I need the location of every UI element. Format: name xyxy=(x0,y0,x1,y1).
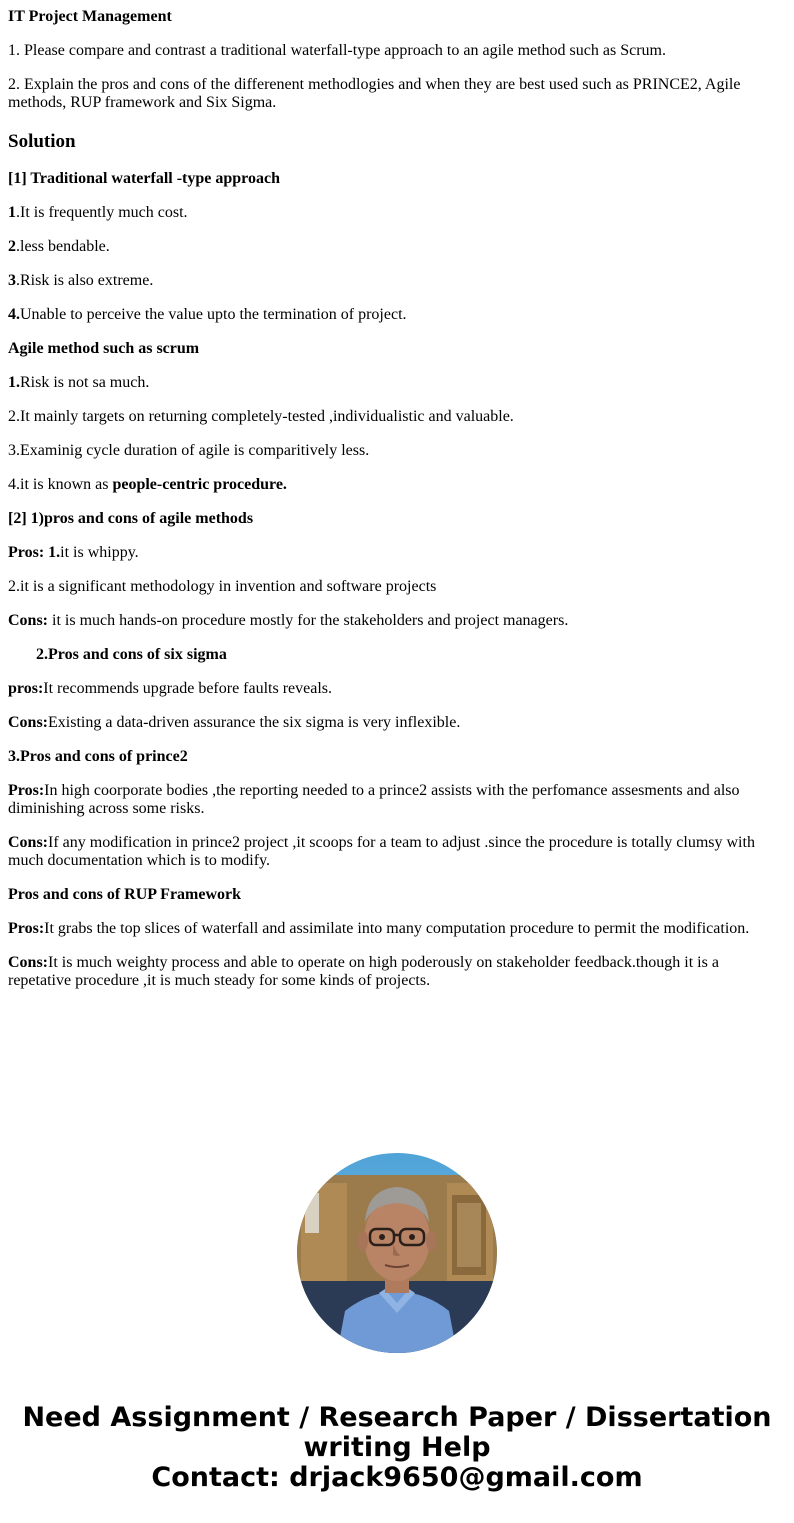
question-2: 2. Explain the pros and cons of the differenent methodlogies and when they are best used such as PRINCE2, Agile methods, RUP framework and Six Sigma. xyxy=(8,76,741,111)
person-photo-icon xyxy=(297,1153,497,1353)
rup-pros: Pros:It grabs the top slices of waterfall and assimilate into many computation procedure to permit the modification. xyxy=(8,920,750,937)
footer-promo xyxy=(0,1403,794,1493)
prince2-pros: Pros:In high coorporate bodies ,the reporting needed to a prince2 assists with the perfomance assesments and also diminishing across some risks. xyxy=(8,782,740,817)
agile-item-4: 4.it is known as people-centric procedure. xyxy=(8,476,287,493)
agile-item-1: 1.Risk is not sa much. xyxy=(8,374,150,391)
agile-item-2: 2.It mainly targets on returning completely-tested ,individualistic and valuable. xyxy=(8,408,514,425)
agile-item-3: 3.Examinig cycle duration of agile is comparitively less. xyxy=(8,442,370,459)
sixsigma-cons: Cons:Existing a data-driven assurance the six sigma is very inflexible. xyxy=(8,714,461,731)
sixsigma-heading: 2.Pros and cons of six sigma xyxy=(36,646,227,663)
sixsigma-pros: pros:It recommends upgrade before faults reveals. xyxy=(8,680,333,697)
waterfall-item-2: 2.less bendable. xyxy=(8,238,110,255)
footer-contact: Contact: drjack9650@gmail.com xyxy=(151,1462,643,1493)
document-body xyxy=(8,0,778,1006)
solution-heading: Solution xyxy=(8,131,76,152)
agile-heading: Agile method such as scrum xyxy=(8,340,200,357)
agile-cons: Cons: it is much hands-on procedure mostly for the stakeholders and project managers. xyxy=(8,612,569,629)
waterfall-item-4: 4.Unable to perceive the value upto the termination of project. xyxy=(8,306,407,323)
waterfall-item-3: 3.Risk is also extreme. xyxy=(8,272,154,289)
rup-cons: Cons:It is much weighty process and able to operate on high poderously on stakeholder feedback.though it is a repetative procedure ,it is much steady for some kinds of projects. xyxy=(8,954,719,989)
waterfall-item-1: 1.It is frequently much cost. xyxy=(8,204,188,221)
agile-pros-cons-heading: [2] 1)pros and cons of agile methods xyxy=(8,510,254,527)
author-avatar xyxy=(297,1153,497,1353)
footer-line-2: writing Help xyxy=(303,1432,491,1463)
doc-title: IT Project Management xyxy=(8,8,172,25)
prince2-cons: Cons:If any modification in prince2 project ,it scoops for a team to adjust .since the procedure is totally clumsy with much documentation which is to modify. xyxy=(8,834,755,869)
rup-heading: Pros and cons of RUP Framework xyxy=(8,886,242,903)
waterfall-heading: [1] Traditional waterfall -type approach xyxy=(8,170,280,187)
footer-line-1: Need Assignment / Research Paper / Dissertation xyxy=(22,1402,772,1433)
prince2-heading: 3.Pros and cons of prince2 xyxy=(8,748,188,765)
question-1: 1. Please compare and contrast a traditional waterfall-type approach to an agile method such as Scrum. xyxy=(8,42,666,59)
agile-pros-2: 2.it is a significant methodology in invention and software projects xyxy=(8,578,437,595)
agile-pros-1: Pros: 1.it is whippy. xyxy=(8,544,139,561)
